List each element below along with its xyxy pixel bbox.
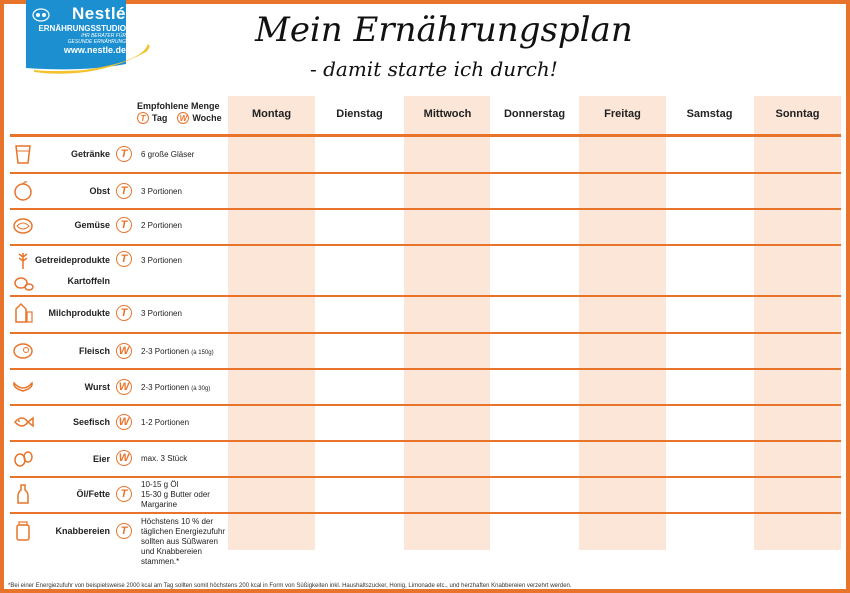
row-divider xyxy=(10,368,841,370)
frequency-badge: T xyxy=(116,251,132,267)
food-group-label: Wurst xyxy=(84,382,110,392)
food-group-label: Seefisch xyxy=(72,417,110,427)
page-title: Mein Ernährungsplan xyxy=(255,10,633,50)
food-group-label: Gemüse xyxy=(74,220,110,230)
day-column-shade xyxy=(754,96,841,550)
food-group-label: Fleisch xyxy=(78,346,110,356)
row-divider xyxy=(10,476,841,478)
recommended-amount: 10-15 g Öl 15-30 g Butter oder Margarine xyxy=(141,480,210,509)
recommended-amount: Höchstens 10 % der täglichen Energiezufuhr sollten aus Süßwaren und Knabbereien stammen.* xyxy=(141,517,226,566)
recommended-amount: 2-3 Portionen (à 150g) xyxy=(141,347,214,356)
recommended-amount: 2 Portionen xyxy=(141,221,182,230)
food-group-label: Getränke xyxy=(70,149,110,159)
recommended-amount: 2-3 Portionen (à 30g) xyxy=(141,383,211,392)
food-group-label: Getreideprodukte xyxy=(34,255,110,265)
recommended-amount: max. 3 Stück xyxy=(141,454,188,463)
day-header: Samstag xyxy=(686,108,733,120)
food-group-label: Eier xyxy=(92,454,110,464)
row-divider xyxy=(10,208,841,210)
food-group-label: Knabbereien xyxy=(55,526,110,536)
frequency-legend xyxy=(137,112,222,124)
frequency-badge: T xyxy=(116,305,132,321)
day-header: Donnerstag xyxy=(503,108,566,120)
food-group-label-secondary: Kartoffeln xyxy=(67,276,110,286)
frequency-badge: W xyxy=(116,414,132,430)
legend-day-label: Tag xyxy=(152,113,168,123)
row-divider xyxy=(10,172,841,174)
day-header: Freitag xyxy=(604,108,641,120)
brand-studio: ERNÄHRUNGSSTUDIO xyxy=(38,24,126,33)
frequency-badge: T xyxy=(116,146,132,162)
recommended-amount-heading: Empfohlene Menge xyxy=(137,101,220,111)
day-header: Sonntag xyxy=(775,108,820,120)
brand-tagline-1: IHR BERATER FÜR xyxy=(81,33,126,39)
header-divider xyxy=(10,134,841,137)
row-divider xyxy=(10,512,841,514)
day-header: Dienstag xyxy=(336,108,383,120)
day-column-shade xyxy=(404,96,490,550)
footnote: *Bei einer Energiezufuhr von beispielsweise 2000 kcal am Tag sollten somit höchstens 200 kcal in Form von Süßigkeiten inkl. Haushaltszucker, Honig, Limonade etc., und herzhaften Knabbereien verzehrt werden. xyxy=(8,583,572,589)
recommended-amount: 3 Portionen xyxy=(141,187,182,196)
recommended-amount: 6 große Gläser xyxy=(141,150,195,159)
legend-week-label: Woche xyxy=(192,113,222,123)
frequency-badge: T xyxy=(116,217,132,233)
row-divider xyxy=(10,295,841,297)
frequency-badge: W xyxy=(116,379,132,395)
day-column-shade xyxy=(579,96,666,550)
frequency-badge: T xyxy=(116,183,132,199)
frequency-badge: T xyxy=(116,523,132,539)
row-divider xyxy=(10,332,841,334)
day-badge-icon: T xyxy=(137,112,149,124)
brand-name: Nestlé xyxy=(71,4,126,23)
recommended-amount: 3 Portionen xyxy=(141,256,182,265)
day-header: Mittwoch xyxy=(423,108,472,120)
week-badge-icon: W xyxy=(177,112,189,124)
food-group-label: Obst xyxy=(89,186,110,196)
frequency-badge: T xyxy=(116,486,132,502)
recommended-amount: 3 Portionen xyxy=(141,309,182,318)
page-subtitle: - damit starte ich durch! xyxy=(310,57,558,81)
day-column-shade xyxy=(228,96,315,550)
food-group-label: Öl/Fette xyxy=(76,489,110,499)
row-divider xyxy=(10,404,841,406)
brand-block xyxy=(30,4,126,55)
day-header: Montag xyxy=(251,108,292,120)
row-divider xyxy=(10,440,841,442)
frequency-badge: W xyxy=(116,343,132,359)
brand-url[interactable]: www.nestle.de xyxy=(63,45,126,55)
food-group-label: Milchprodukte xyxy=(48,308,110,318)
row-divider xyxy=(10,244,841,246)
brand-tagline-2: GESUNDE ERNÄHRUNG xyxy=(67,39,126,45)
frequency-badge: W xyxy=(116,450,132,466)
recommended-amount: 1-2 Portionen xyxy=(141,418,190,427)
